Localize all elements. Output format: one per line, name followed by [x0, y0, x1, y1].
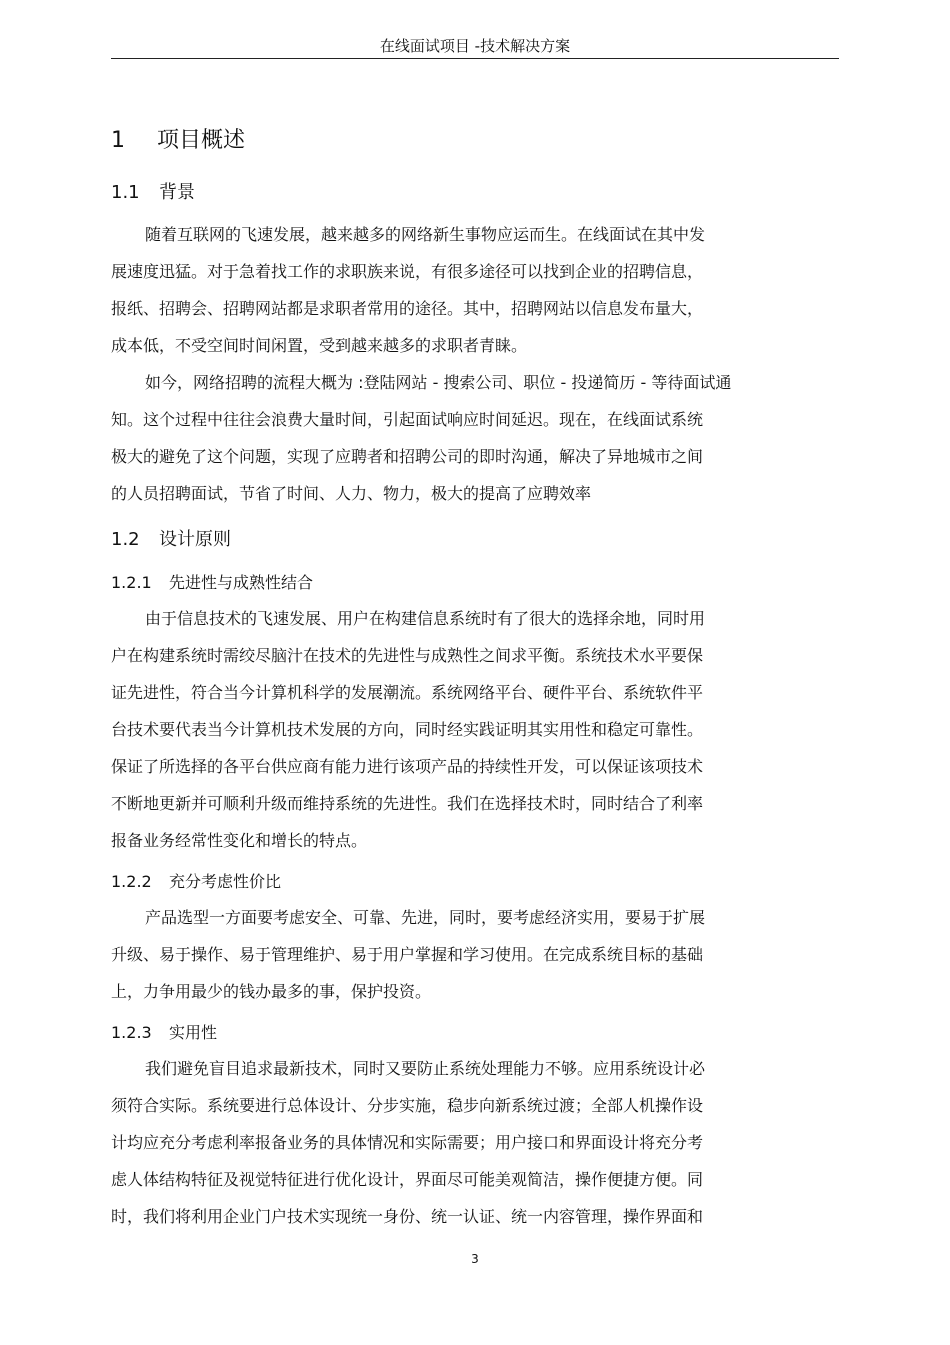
heading-number: 1.2.1 [111, 573, 152, 592]
paragraph-line: 极大的避免了这个问题，实现了应聘者和招聘公司的即时沟通，解决了异地城市之间 [111, 447, 704, 466]
heading-number: 1.2.2 [111, 872, 152, 891]
running-header: 在线面试项目 -技术解决方案 [379, 37, 571, 55]
heading-title: 充分考虑性价比 [169, 872, 282, 891]
heading-title: 先进性与成熟性结合 [169, 573, 314, 592]
heading-1-2-3 [111, 1022, 217, 1044]
paragraph-line: 由于信息技术的飞速发展、用户在构建信息系统时有了很大的选择余地，同时用 [145, 609, 706, 628]
page-number: 3 [471, 1252, 479, 1266]
heading-title: 实用性 [169, 1023, 218, 1042]
heading-number: 1 [111, 128, 125, 153]
paragraph-line: 户在构建系统时需绞尽脑汁在技术的先进性与成熟性之间求平衡。系统技术水平要保 [111, 646, 704, 665]
paragraph-line: 的人员招聘面试，节省了时间、人力、物力，极大的提高了应聘效率 [111, 484, 592, 503]
paragraph-line: 展速度迅猛。对于急着找工作的求职族来说，有很多途径可以找到企业的招聘信息， [111, 262, 704, 281]
paragraph-line: 如今，网络招聘的流程大概为 :登陆网站 - 搜索公司、职位 - 投递简历 - 等待面试通 [145, 373, 732, 392]
paragraph-line: 须符合实际。系统要进行总体设计、分步实施，稳步向新系统过渡；全部人机操作设 [111, 1096, 704, 1115]
paragraph-line: 报纸、招聘会、招聘网站都是求职者常用的途径。其中，招聘网站以信息发布量大， [111, 299, 704, 318]
paragraph-line: 升级、易于操作、易于管理维护、易于用户掌握和学习使用。在完成系统目标的基础 [111, 945, 704, 964]
heading-title: 背景 [159, 182, 195, 203]
heading-1-2-2 [111, 871, 281, 893]
paragraph-line: 知。这个过程中往往会浪费大量时间，引起面试响应时间延迟。现在，在线面试系统 [111, 410, 704, 429]
heading-number: 1.2.3 [111, 1023, 152, 1042]
paragraph-line: 台技术要代表当今计算机技术发展的方向，同时经实践证明其实用性和稳定可靠性。 [111, 720, 704, 739]
paragraph-line: 随着互联网的飞速发展，越来越多的网络新生事物应运而生。在线面试在其中发 [145, 225, 706, 244]
paragraph-line: 我们避免盲目追求最新技术，同时又要防止系统处理能力不够。应用系统设计必 [145, 1059, 706, 1078]
heading-number: 1.1 [111, 182, 140, 203]
heading-number: 1.2 [111, 529, 140, 550]
heading-1-1 [111, 180, 195, 206]
paragraph-line: 时，我们将利用企业门户技术实现统一身份、统一认证、统一内容管理，操作界面和 [111, 1207, 704, 1226]
heading-title: 项目概述 [157, 128, 246, 153]
heading-1-2-1 [111, 572, 313, 594]
paragraph-line: 计均应充分考虑利率报备业务的具体情况和实际需要；用户接口和界面设计将充分考 [111, 1133, 704, 1152]
paragraph-line: 成本低，不受空间时间闲置，受到越来越多的求职者青睐。 [111, 336, 528, 355]
heading-title: 设计原则 [159, 529, 231, 550]
paragraph-line: 上，力争用最少的钱办最多的事，保护投资。 [111, 982, 432, 1001]
header-divider [111, 58, 839, 59]
paragraph-line: 不断地更新并可顺利升级而维持系统的先进性。我们在选择技术时，同时结合了利率 [111, 794, 704, 813]
heading-1 [111, 126, 245, 156]
paragraph-line: 产品选型一方面要考虑安全、可靠、先进，同时，要考虑经济实用，要易于扩展 [145, 908, 706, 927]
paragraph-line: 证先进性，符合当今计算机科学的发展潮流。系统网络平台、硬件平台、系统软件平 [111, 683, 704, 702]
paragraph-line: 报备业务经常性变化和增长的特点。 [111, 831, 368, 850]
paragraph-line: 虑人体结构特征及视觉特征进行优化设计，界面尽可能美观简洁，操作便捷方便。同 [111, 1170, 704, 1189]
paragraph-line: 保证了所选择的各平台供应商有能力进行该项产品的持续性开发，可以保证该项技术 [111, 757, 704, 776]
heading-1-2 [111, 527, 231, 553]
